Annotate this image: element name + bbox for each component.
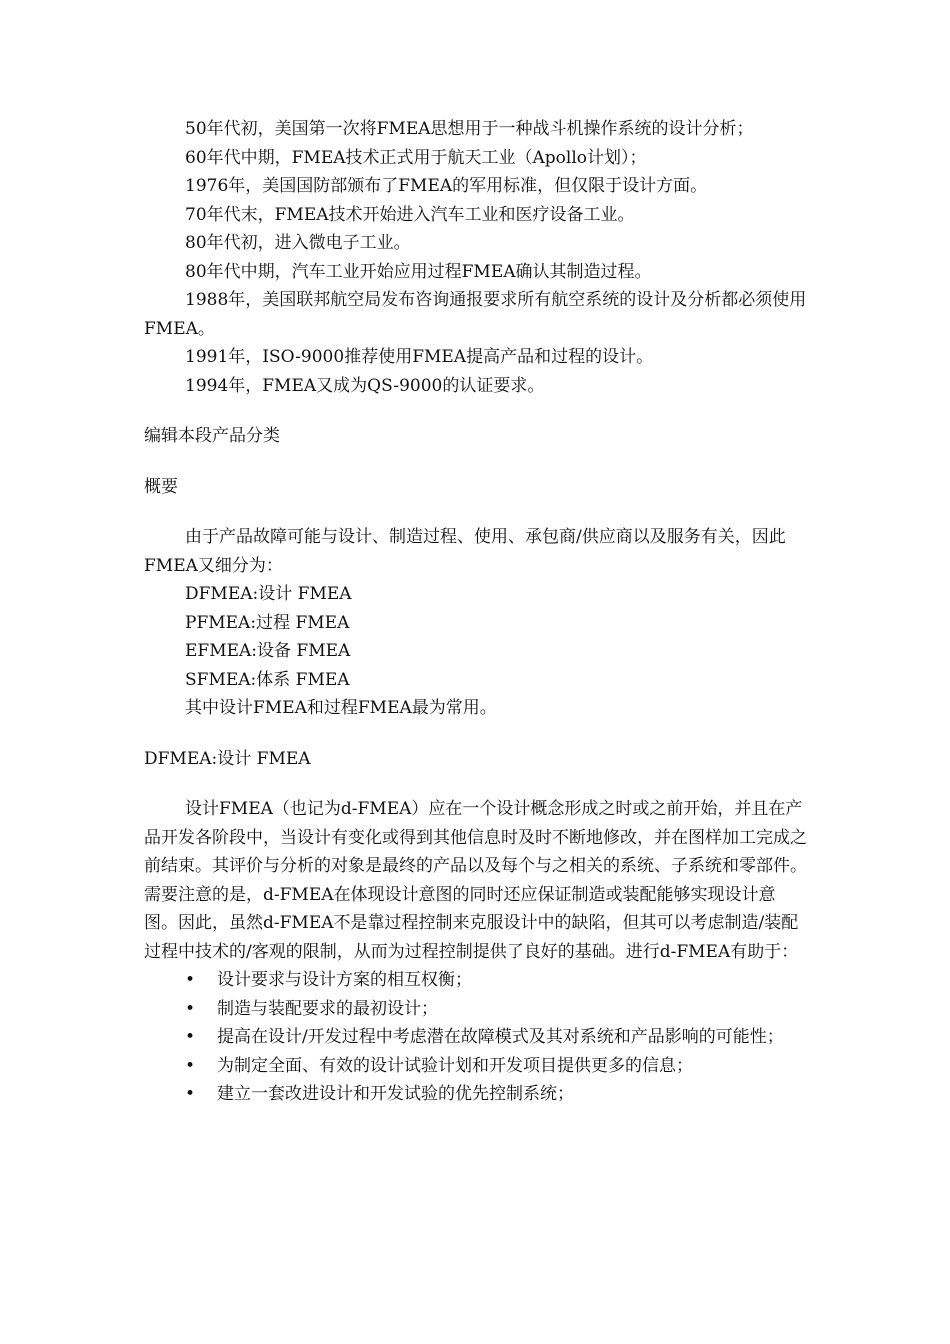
- history-item: 1994年，FMEA又成为QS-9000的认证要求。: [185, 375, 545, 396]
- history-item: 1976年，美国国防部颁布了FMEA的军用标准，但仅限于设计方面。: [185, 176, 708, 196]
- history-item: 80年代中期，汽车工业开始应用过程FMEA确认其制造过程。: [185, 261, 652, 282]
- fmea-types-list: [144, 580, 809, 723]
- dfmea-body: 设计FMEA（也记为d-FMEA）应在一个设计概念形成之时或之前开始，并且在产品开发各阶段中，当设计有变化或得到其他信息时及时不断地修改，并在图样加工完成之前结束。其评价与分析的对象是最终的产品以及每个与之相关的系统、子系统和零部件。需要注意的是，d-FMEA在体现设计意图的同时还应保证制造或装配能够实现设计意图。因此，虽然d-FMEA不是靠过程控制来克服设计中的缺陷，但其可以考虑制造/装配过程中技术的/客观的限制，从而为过程控制提供了良好的基础。进行d-FMEA有助于：: [144, 799, 807, 962]
- bullet-icon: •: [185, 998, 196, 1019]
- fmea-type-item: PFMEA:过程 FMEA: [185, 612, 350, 633]
- history-item: 50年代初，美国第一次将FMEA思想用于一种战斗机操作系统的设计分析；: [185, 119, 754, 139]
- dfmea-heading: DFMEA:设计 FMEA: [144, 748, 311, 769]
- history-item: 1988年，美国联邦航空局发布咨询通报要求所有航空系统的设计及分析都必须使用FMEA。: [144, 290, 807, 339]
- overview-heading: 概要: [144, 476, 178, 497]
- bullet-icon: •: [185, 970, 196, 990]
- bullet-icon: •: [185, 1055, 196, 1076]
- benefit-text: 设计要求与设计方案的相互权衡；: [217, 970, 472, 990]
- benefit-item: [144, 966, 809, 995]
- benefit-text: 为制定全面、有效的设计试验计划和开发项目提供更多的信息；: [217, 1055, 693, 1076]
- history-item: 80年代初，进入微电子工业。: [185, 233, 411, 253]
- history-item: 70年代末，FMEA技术开始进入汽车工业和医疗设备工业。: [185, 204, 635, 225]
- benefit-text: 制造与装配要求的最初设计；: [217, 998, 438, 1019]
- history-item: 1991年，ISO-9000推荐使用FMEA提高产品和过程的设计。: [185, 347, 654, 367]
- benefit-text: 建立一套改进设计和开发试验的优先控制系统；: [217, 1084, 574, 1104]
- benefit-item: [144, 1080, 809, 1109]
- fmea-types-note: 其中设计FMEA和过程FMEA最为常用。: [185, 698, 497, 718]
- benefit-text: 提高在设计/开发过程中考虑潜在故障模式及其对系统和产品影响的可能性；: [217, 1027, 784, 1047]
- fmea-type-item: EFMEA:设备 FMEA: [185, 641, 351, 661]
- document-body: [144, 115, 809, 1109]
- benefit-item: [144, 995, 809, 1024]
- history-item: 60年代中期，FMEA技术正式用于航天工业（Apollo计划）；: [185, 147, 647, 168]
- fmea-type-item: DFMEA:设计 FMEA: [185, 584, 352, 604]
- bullet-icon: •: [185, 1084, 196, 1104]
- benefit-item: [144, 1052, 809, 1081]
- dfmea-benefits-list: [144, 966, 809, 1109]
- benefit-item: [144, 1023, 809, 1052]
- history-list: [144, 115, 809, 400]
- bullet-icon: •: [185, 1027, 196, 1047]
- section-edit-heading: 编辑本段产品分类: [144, 426, 280, 446]
- overview-intro: 由于产品故障可能与设计、制造过程、使用、承包商/供应商以及服务有关，因此FMEA又细分为：: [144, 527, 786, 576]
- fmea-type-item: SFMEA:体系 FMEA: [185, 669, 350, 690]
